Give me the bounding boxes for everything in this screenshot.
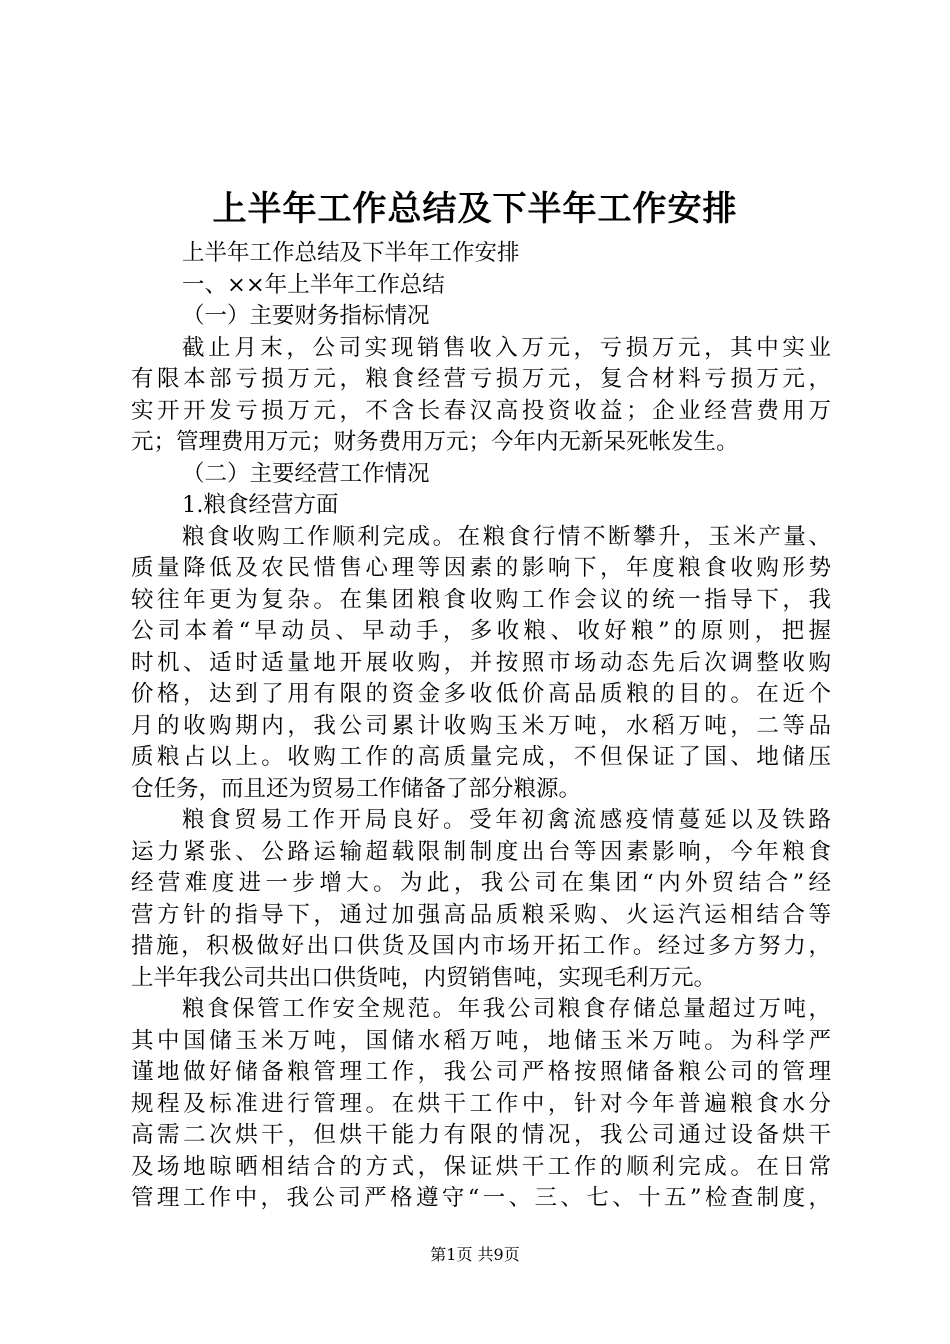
body-line: 营方针的指导下，通过加强高品质粮采购、火运汽运相结合等 — [131, 901, 831, 928]
body-line: 上半年工作总结及下半年工作安排 — [182, 240, 520, 266]
body-line: 1.粮食经营方面 — [182, 492, 339, 518]
body-line: 价格，达到了用有限的资金多收低价高品质粮的目的。在近个 — [131, 681, 831, 707]
body-line: 公司本着“早动员、早动手，多收粮、收好粮”的原则，把握 — [131, 618, 831, 644]
body-line: 上半年我公司共出口供货吨，内贸销售吨，实现毛利万元。 — [131, 964, 717, 991]
body-line: 高需二次烘干，但烘干能力有限的情况，我公司通过设备烘干 — [131, 1122, 831, 1148]
body-line: 较往年更为复杂。在集团粮食收购工作会议的统一指导下，我 — [131, 586, 831, 613]
body-line: 月的收购期内，我公司累计收购玉米万吨，水稻万吨，二等品 — [131, 712, 831, 739]
body-line: 实开开发亏损万元，不含长春汉高投资收益；企业经营费用万 — [131, 397, 831, 424]
body-line: 粮食保管工作安全规范。年我公司粮食存储总量超过万吨， — [182, 996, 831, 1022]
document-body — [131, 238, 831, 1215]
body-line: 其中国储玉米万吨，国储水稻万吨，地储玉米万吨。为科学严 — [131, 1027, 831, 1054]
body-line: 元；管理费用万元；财务费用万元；今年内无新呆死帐发生。 — [131, 429, 739, 455]
body-line: （一）主要财务指标情况 — [182, 303, 430, 329]
body-line: 时机、适时适量地开展收购，并按照市场动态先后次调整收购 — [131, 649, 831, 676]
body-line: 谨地做好储备粮管理工作，我公司严格按照储备粮公司的管理 — [131, 1059, 831, 1085]
body-line: 管理工作中，我公司严格遵守“一、三、七、十五”检查制度， — [131, 1185, 831, 1211]
body-line: 截止月末，公司实现销售收入万元，亏损万元，其中实业 — [182, 334, 831, 361]
body-line: 运力紧张、公路运输超载限制制度出台等因素影响，今年粮食 — [131, 838, 831, 865]
body-line: 及场地晾晒相结合的方式，保证烘干工作的顺利完成。在日常 — [131, 1153, 831, 1180]
body-line: 粮食贸易工作开局良好。受年初禽流感疫情蔓延以及铁路 — [182, 807, 831, 833]
body-line: 质粮占以上。收购工作的高质量完成，不但保证了国、地储压 — [131, 744, 831, 770]
body-line: 经营难度进一步增大。为此，我公司在集团“内外贸结合”经 — [131, 870, 831, 896]
body-line: 质量降低及农民惜售心理等因素的影响下，年度粮食收购形势 — [131, 555, 831, 581]
document-title: 上半年工作总结及下半年工作安排 — [212, 189, 738, 229]
body-line: 一、××年上半年工作总结 — [182, 271, 445, 298]
body-line: 有限本部亏损万元，粮食经营亏损万元，复合材料亏损万元， — [131, 366, 831, 392]
body-line: 粮食收购工作顺利完成。在粮食行情不断攀升，玉米产量、 — [182, 523, 831, 550]
body-line: （二）主要经营工作情况 — [182, 460, 430, 487]
body-line: 规程及标准进行管理。在烘干工作中，针对今年普遍粮食水分 — [131, 1090, 831, 1117]
body-line: 仓任务，而且还为贸易工作储备了部分粮源。 — [131, 775, 582, 802]
page-footer: 第1页 共9页 — [430, 1245, 520, 1264]
body-line: 措施，积极做好出口供货及国内市场开拓工作。经过多方努力， — [131, 933, 831, 959]
